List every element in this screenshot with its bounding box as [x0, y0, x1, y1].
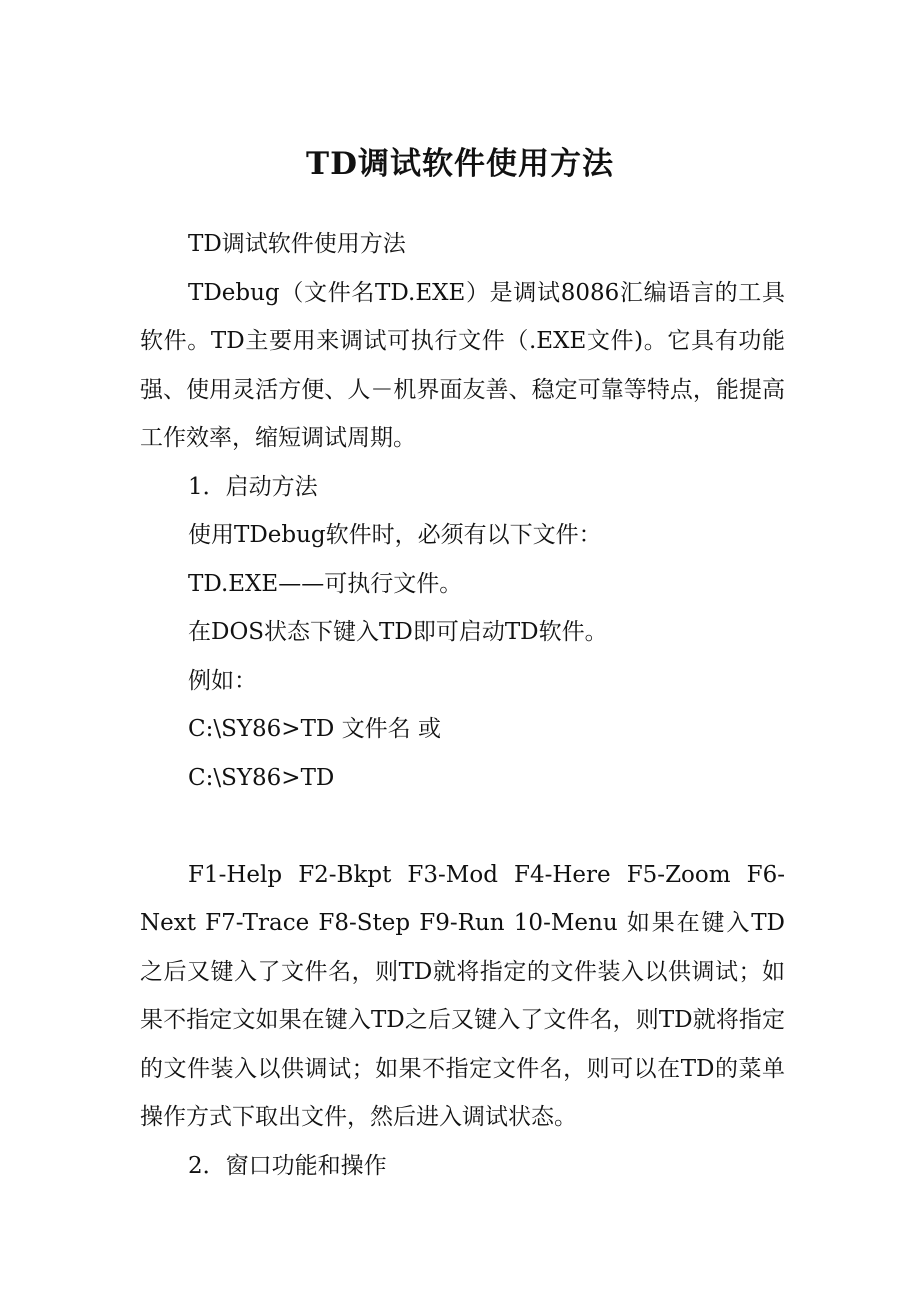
paragraph-function-keys: F1-Help F2-Bkpt F3-Mod F4-Here F5-Zoom F6-Next F7-Trace F8-Step F9-Run 10-Menu 如果在键入TD之后又键入了文件名，则TD就将指定的文件装入以供调试；如果不指定文如果在键入TD之后又键入了文件名，则TD就将指定的文件装入以供调试；如果不指定文件名，则可以在TD的菜单操作方式下取出文件，然后进入调试状态。: [140, 861, 785, 1130]
section-heading-windows: 2．窗口功能和操作: [188, 1152, 387, 1179]
document-body: [140, 220, 785, 1190]
paragraph-intro: TDebug（文件名TD.EXE）是调试8086汇编语言的工具软件。TD主要用来调试可执行文件（.EXE文件)。它具有功能强、使用灵活方便、人－机界面友善、稳定可靠等特点，能提高工作效率，缩短调试周期。: [140, 279, 785, 451]
paragraph-example-label: 例如：: [188, 667, 257, 694]
paragraph-subtitle: TD调试软件使用方法: [188, 231, 406, 257]
document-title: TD调试软件使用方法: [306, 146, 614, 182]
paragraph-required-files: 使用TDebug软件时，必须有以下文件：: [188, 522, 602, 548]
section-heading-startup: 1．启动方法: [188, 473, 318, 500]
command-line-with-file: C:\SY86>TD 文件名 或: [188, 716, 441, 742]
command-line-plain: C:\SY86>TD: [188, 764, 335, 791]
paragraph-dos-start: 在DOS状态下键入TD即可启动TD软件。: [188, 619, 608, 645]
blank-line: [140, 802, 785, 851]
paragraph-td-exe: TD.EXE——可执行文件。: [188, 570, 463, 597]
